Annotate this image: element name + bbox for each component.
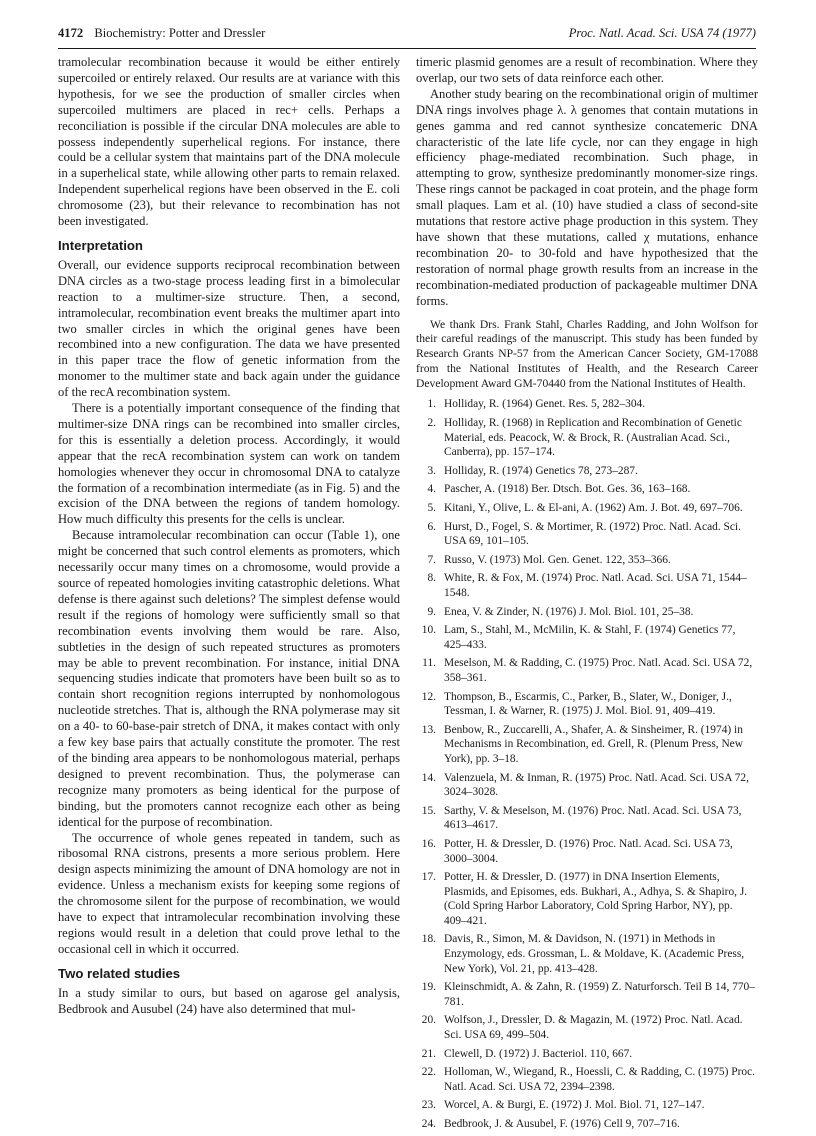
interpretation-paragraph-2: There is a potentially important consequence of the finding that multimer-size DNA rings can be recombined into smaller circles, for this is essentially a deletion process. Accordingly, it would appear that the recA recombination system can work on tandem homologies whenever they occur in chromosomal DNA to catalyze the formation of a recombination intermediate (as in Fig. 5) and the excision of the DNA between the regions of tandem homology. How much difficulty this presents for the cells is unclear. (58, 401, 400, 527)
reference-text: Benbow, R., Zuccarelli, A., Shafer, A. & Sinsheimer, R. (1974) in Mechanisms in Recombination, ed. Grell, R. (Plenum Press, New York), pp. 3–18. (444, 723, 743, 765)
reference-item (416, 1098, 758, 1113)
reference-item (416, 870, 758, 928)
reference-text: Bedbrook, J. & Ausubel, F. (1976) Cell 9, 707–716. (444, 1118, 680, 1131)
reference-number: 23. (421, 1099, 436, 1112)
reference-text: Worcel, A. & Burgi, E. (1972) J. Mol. Biol. 71, 127–147. (444, 1099, 705, 1112)
acknowledgments: We thank Drs. Frank Stahl, Charles Radding, and John Wolfson for their careful readings of the manuscript. This study has been funded by Research Grants NP-57 from the American Cancer Society, GM-17088 from the National Institutes of Health, and the Research Career Development Award GM-70440 from the National Institutes of Health. (416, 317, 758, 390)
reference-number: 10. (421, 624, 436, 637)
reference-number: 13. (421, 723, 436, 736)
reference-item (416, 520, 758, 549)
reference-item (416, 1047, 758, 1062)
reference-number: 7. (427, 553, 436, 566)
reference-text: White, R. & Fox, M. (1974) Proc. Natl. Acad. Sci. USA 71, 1544–1548. (444, 572, 747, 600)
reference-number: 1. (427, 398, 436, 411)
reference-number: 8. (427, 572, 436, 585)
reference-text: Lam, S., Stahl, M., McMilin, K. & Stahl, F. (1974) Genetics 77, 425–433. (444, 624, 736, 651)
reference-text: Potter, H. & Dressler, D. (1977) in DNA Insertion Elements, Plasmids, and Episomes, eds. Bukhari, A., Adhya, S. & Shapiro, J. (Cold Spring Harbor Laboratory, Cold Spring Harbor, NY), pp. 409–421. (444, 871, 748, 927)
reference-number: 9. (427, 605, 436, 618)
reference-text: Holliday, R. (1974) Genetics 78, 273–287. (444, 464, 638, 477)
reference-number: 2. (427, 417, 436, 430)
reference-text: Enea, V. & Zinder, N. (1976) J. Mol. Biol. 101, 25–38. (444, 605, 694, 618)
paragraph-continuation: tramolecular recombination because it would be either entirely supercoiled or entirely relaxed. Our results are at variance with this hypothesis, for we see the production of smaller circles when supercoiled multimers are placed in rec+ cells. Perhaps a reconciliation is possible if the circular DNA molecules are able to possess independently superhelical regions. For instance, there could be a cellular system that maintains part of the DNA molecule in a superhelical state, while allowing other parts to remain relaxed. Independent superhelical regions have been observed in the E. coli chromosome (23), but their relevance to recombination has not been investigated. (58, 55, 400, 229)
reference-number: 5. (427, 502, 436, 515)
reference-text: Russo, V. (1973) Mol. Gen. Genet. 122, 353–366. (444, 553, 671, 566)
reference-item (416, 482, 758, 497)
two-studies-paragraph: In a study similar to ours, but based on agarose gel analysis, Bedbrook and Ausubel (24) have also determined that mul- (58, 985, 400, 1016)
reference-item (416, 804, 758, 833)
reference-item (416, 605, 758, 620)
reference-number: 11. (422, 657, 436, 670)
reference-number: 15. (421, 804, 436, 817)
reference-item (416, 980, 758, 1009)
reference-item (416, 690, 758, 719)
reference-item (416, 416, 758, 460)
reference-text: Valenzuela, M. & Inman, R. (1975) Proc. Natl. Acad. Sci. USA 72, 3024–3028. (444, 771, 749, 799)
reference-number: 16. (421, 837, 436, 850)
reference-number: 3. (427, 464, 436, 477)
reference-item (416, 623, 758, 652)
reference-item (416, 397, 758, 412)
reference-number: 22. (421, 1066, 436, 1079)
reference-text: Holliday, R. (1968) in Replication and Recombination of Genetic Material, eds. Peacock, W. & Brock, R. (Australian Acad. Sci., Canberra), pp. 157–174. (444, 417, 742, 459)
reference-item (416, 553, 758, 568)
reference-text: Holloman, W., Wiegand, R., Hoessli, C. & Radding, C. (1975) Proc. Natl. Acad. Sci. USA 72, 2394–2398. (444, 1066, 755, 1093)
reference-number: 21. (421, 1047, 436, 1060)
running-title: Biochemistry: Potter and Dressler (94, 26, 266, 40)
reference-text: Potter, H. & Dressler, D. (1976) Proc. Natl. Acad. Sci. USA 73, 3000–3004. (444, 837, 733, 865)
reference-text: Pascher, A. (1918) Ber. Dtsch. Bot. Ges. 36, 163–168. (444, 483, 691, 496)
reference-text: Meselson, M. & Radding, C. (1975) Proc. Natl. Acad. Sci. USA 72, 358–361. (444, 657, 753, 684)
reference-text: Hurst, D., Fogel, S. & Mortimer, R. (1972) Proc. Natl. Acad. Sci. USA 69, 101–105. (444, 520, 741, 548)
reference-item (416, 723, 758, 767)
reference-number: 17. (421, 871, 436, 884)
interpretation-paragraph-3: Because intramolecular recombination can occur (Table 1), one might be concerned that such control elements as promoters, which necessarily occur many times on a chromosome, would provide a source of repeated homologies inviting catastrophic deletions. What defense is there against such deletions? The simplest defense would result if the regions of homology were sufficiently small so that recombination events involving them would be rare. Also, subtleties in the design of such repeated structures as promoters may be able to prevent recombination. For instance, initial DNA sequencing studies indicate that promoters have been built so as to contain short recognition regions interrupted by nonhomologous nucleotide stretches. That is, although the RNA polymerase may sit on a 40- to 60-base-pair stretch of DNA, it makes contact with only a few key base pairs that actually constitute the promoter. The rest of the binding area appears to be nonhomologous material, perhaps designed to prevent recombination. Thus, the polymerase can recognize many promoters as being identical for the purpose of binding, but the promoters cannot recognize each other as being identical for the purpose of recombination. (58, 528, 400, 829)
right-column (416, 55, 758, 1136)
page-header (58, 24, 756, 49)
reference-number: 12. (421, 690, 436, 703)
reference-item (416, 1013, 758, 1042)
page-number: 4172 (58, 26, 84, 40)
reference-item (416, 932, 758, 976)
reference-item (416, 571, 758, 600)
interpretation-paragraph-1: Overall, our evidence supports reciprocal recombination between DNA circles as a two-stage process leading first in a bimolecular reaction to a multimer-size structure. Then, a second, intramolecular, recombination event breaks the multimer apart into two smaller circles in which the original genes have been recombined into a new configuration. The data we have presented in this paper trace the flow of genetic information from the monomer to the multimer state and back again under the guidance of the recA recombination system. (58, 257, 400, 400)
header-left (58, 26, 265, 41)
reference-number: 4. (427, 483, 436, 496)
reference-text: Kleinschmidt, A. & Zahn, R. (1959) Z. Naturforsch. Teil B 14, 770–781. (444, 981, 755, 1008)
reference-item (416, 837, 758, 866)
interpretation-paragraph-4: The occurrence of whole genes repeated in tandem, such as ribosomal RNA cistrons, presents a more serious problem. Here design aspects minimizing the amount of DNA homology are not in evidence. Unless a mechanism exists for keeping some regions of the chromosome silent for the purpose of recombination, we would have to expect that intramolecular recombination involving these regions would result in a deletion that could prove lethal to the occasional cell in which it occurred. (58, 830, 400, 956)
section-heading-two-related-studies: Two related studies (58, 965, 181, 981)
section-heading-interpretation: Interpretation (58, 237, 143, 253)
reference-text: Thompson, B., Escarmis, C., Parker, B., Slater, W., Doniger, J., Tessman, I. & Warner, R. (1975) J. Mol. Biol. 91, 409–419. (444, 690, 732, 718)
reference-number: 20. (421, 1014, 436, 1027)
reference-text: Kitani, Y., Olive, L. & El-ani, A. (1962) Am. J. Bot. 49, 697–706. (444, 502, 743, 515)
reference-number: 18. (421, 933, 436, 946)
reference-item (416, 656, 758, 685)
reference-text: Wolfson, J., Dressler, D. & Magazin, M. (1972) Proc. Natl. Acad. Sci. USA 69, 499–504. (444, 1014, 743, 1042)
left-column (58, 55, 400, 1017)
reference-text: Davis, R., Simon, M. & Davidson, N. (1971) in Methods in Enzymology, eds. Grossman, L. & Moldave, K. (Academic Press, New York), Vol. 21, pp. 413–428. (444, 933, 745, 975)
reference-item (416, 501, 758, 516)
journal-citation: Proc. Natl. Acad. Sci. USA 74 (1977) (568, 26, 756, 40)
reference-text: Clewell, D. (1972) J. Bacteriol. 110, 667. (444, 1047, 633, 1060)
paragraph-continuation-right: timeric plasmid genomes are a result of recombination. Where they overlap, our two sets of data reinforce each other. (416, 55, 758, 85)
reference-text: Holliday, R. (1964) Genet. Res. 5, 282–304. (444, 398, 646, 411)
reference-number: 24. (421, 1118, 436, 1131)
reference-number: 6. (427, 520, 436, 533)
reference-list (416, 397, 758, 1131)
reference-number: 14. (421, 771, 436, 784)
reference-item (416, 1065, 758, 1094)
reference-item (416, 464, 758, 479)
reference-item (416, 771, 758, 800)
reference-number: 19. (421, 981, 436, 994)
lambda-paragraph: Another study bearing on the recombinational origin of multimer DNA rings involves phage λ. λ genomes that contain mutations in genes gamma and red cannot synthesize concatemeric DNA characteristic of the late life cycle, nor can they engage in high efficiency phage-mediated recombination. Such phage, in attempting to grow, synthesize predominantly monomer-size rings. These rings cannot be packaged in coat protein, and the phage form small plaques. Lam et al. (10) have studied a class of second-site mutations that restore active phage production in this system. They have shown that these mutations, called χ mutations, enhance recombination 20- to 30-fold and have hypothesized that the restoration of normal phage growth results from an increase in the recombination-mediated production of packageable multimer DNA forms. (416, 86, 758, 308)
reference-item (416, 1117, 758, 1132)
reference-text: Sarthy, V. & Meselson, M. (1976) Proc. Natl. Acad. Sci. USA 73, 4613–4617. (444, 804, 742, 832)
